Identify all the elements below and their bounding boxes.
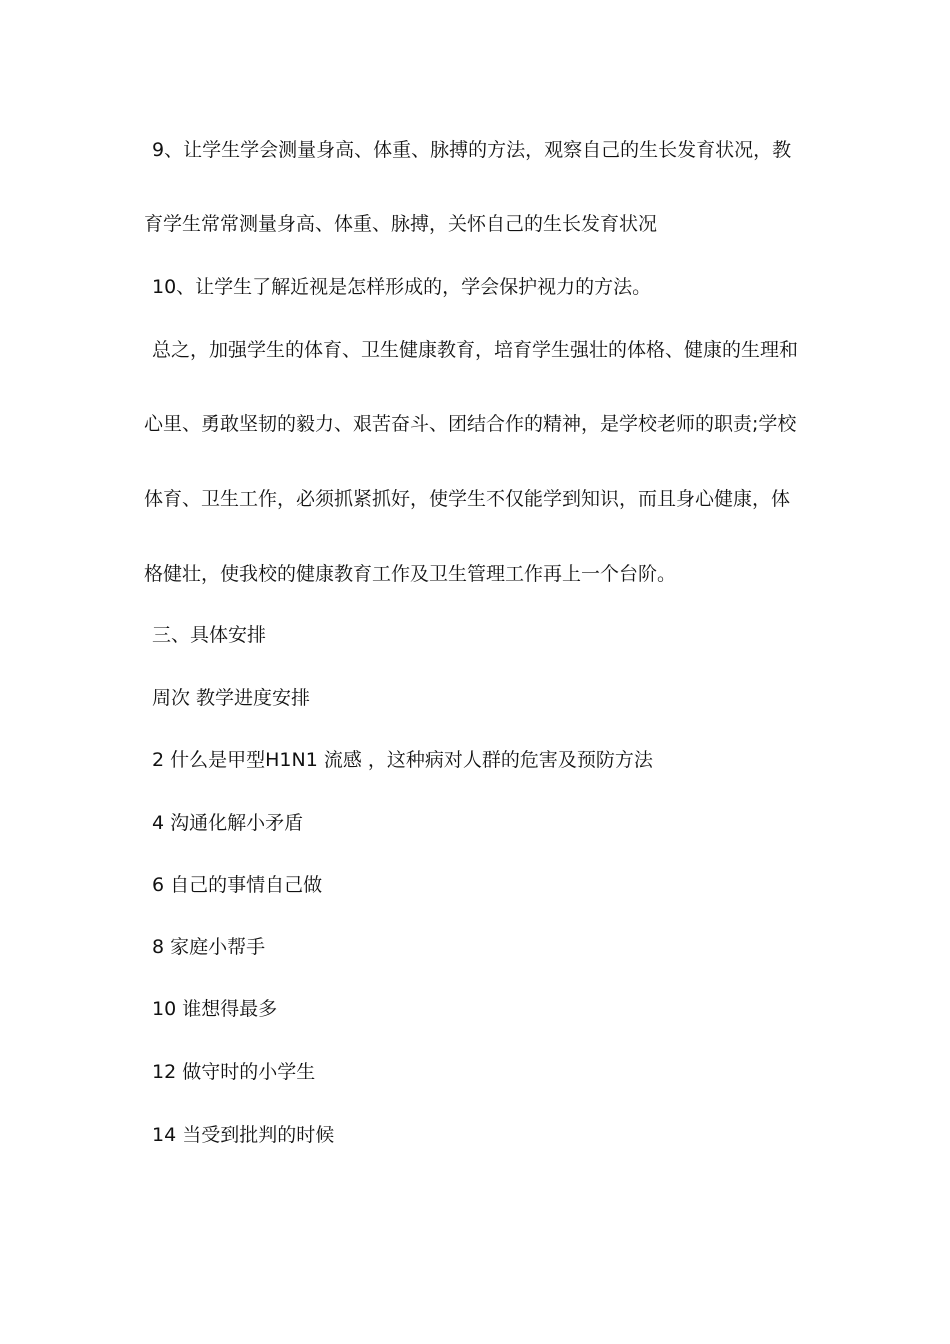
summary-line-1: 总之，加强学生的体育、卫生健康教育，培育学生强壮的体格、健康的生理和 (152, 339, 799, 361)
summary-line-2: 心里、勇敢坚韧的毅力、艰苦奋斗、团结合作的精神，是学校老师的职责;学校 (144, 413, 797, 435)
schedule-row: 10 谁想得最多 (152, 998, 278, 1020)
schedule-row: 2 什么是甲型H1N1 流感 ，这种病对人群的危害及预防方法 (152, 749, 653, 771)
schedule-row: 12 做守时的小学生 (152, 1061, 316, 1083)
summary-line-4: 格健壮，使我校的健康教育工作及卫生管理工作再上一个台阶。 (144, 563, 677, 585)
paragraph-9-line-2: 育学生常常测量身高、体重、脉搏，关怀自己的生长发育状况 (144, 213, 658, 235)
schedule-header: 周次 教学进度安排 (152, 687, 311, 709)
schedule-row: 4 沟通化解小矛盾 (152, 812, 304, 834)
schedule-row: 8 家庭小帮手 (152, 936, 266, 958)
summary-line-3: 体育、卫生工作，必须抓紧抓好，使学生不仅能学到知识，而且身心健康，体 (144, 488, 791, 510)
schedule-row: 14 当受到批判的时候 (152, 1124, 335, 1146)
paragraph-9-line-1: 9、让学生学会测量身高、体重、脉搏的方法，观察自己的生长发育状况，教 (152, 139, 792, 161)
section-heading: 三、具体安排 (152, 624, 267, 646)
paragraph-10: 10、让学生了解近视是怎样形成的，学会保护视力的方法。 (152, 276, 652, 298)
schedule-row: 6 自己的事情自己做 (152, 874, 323, 896)
